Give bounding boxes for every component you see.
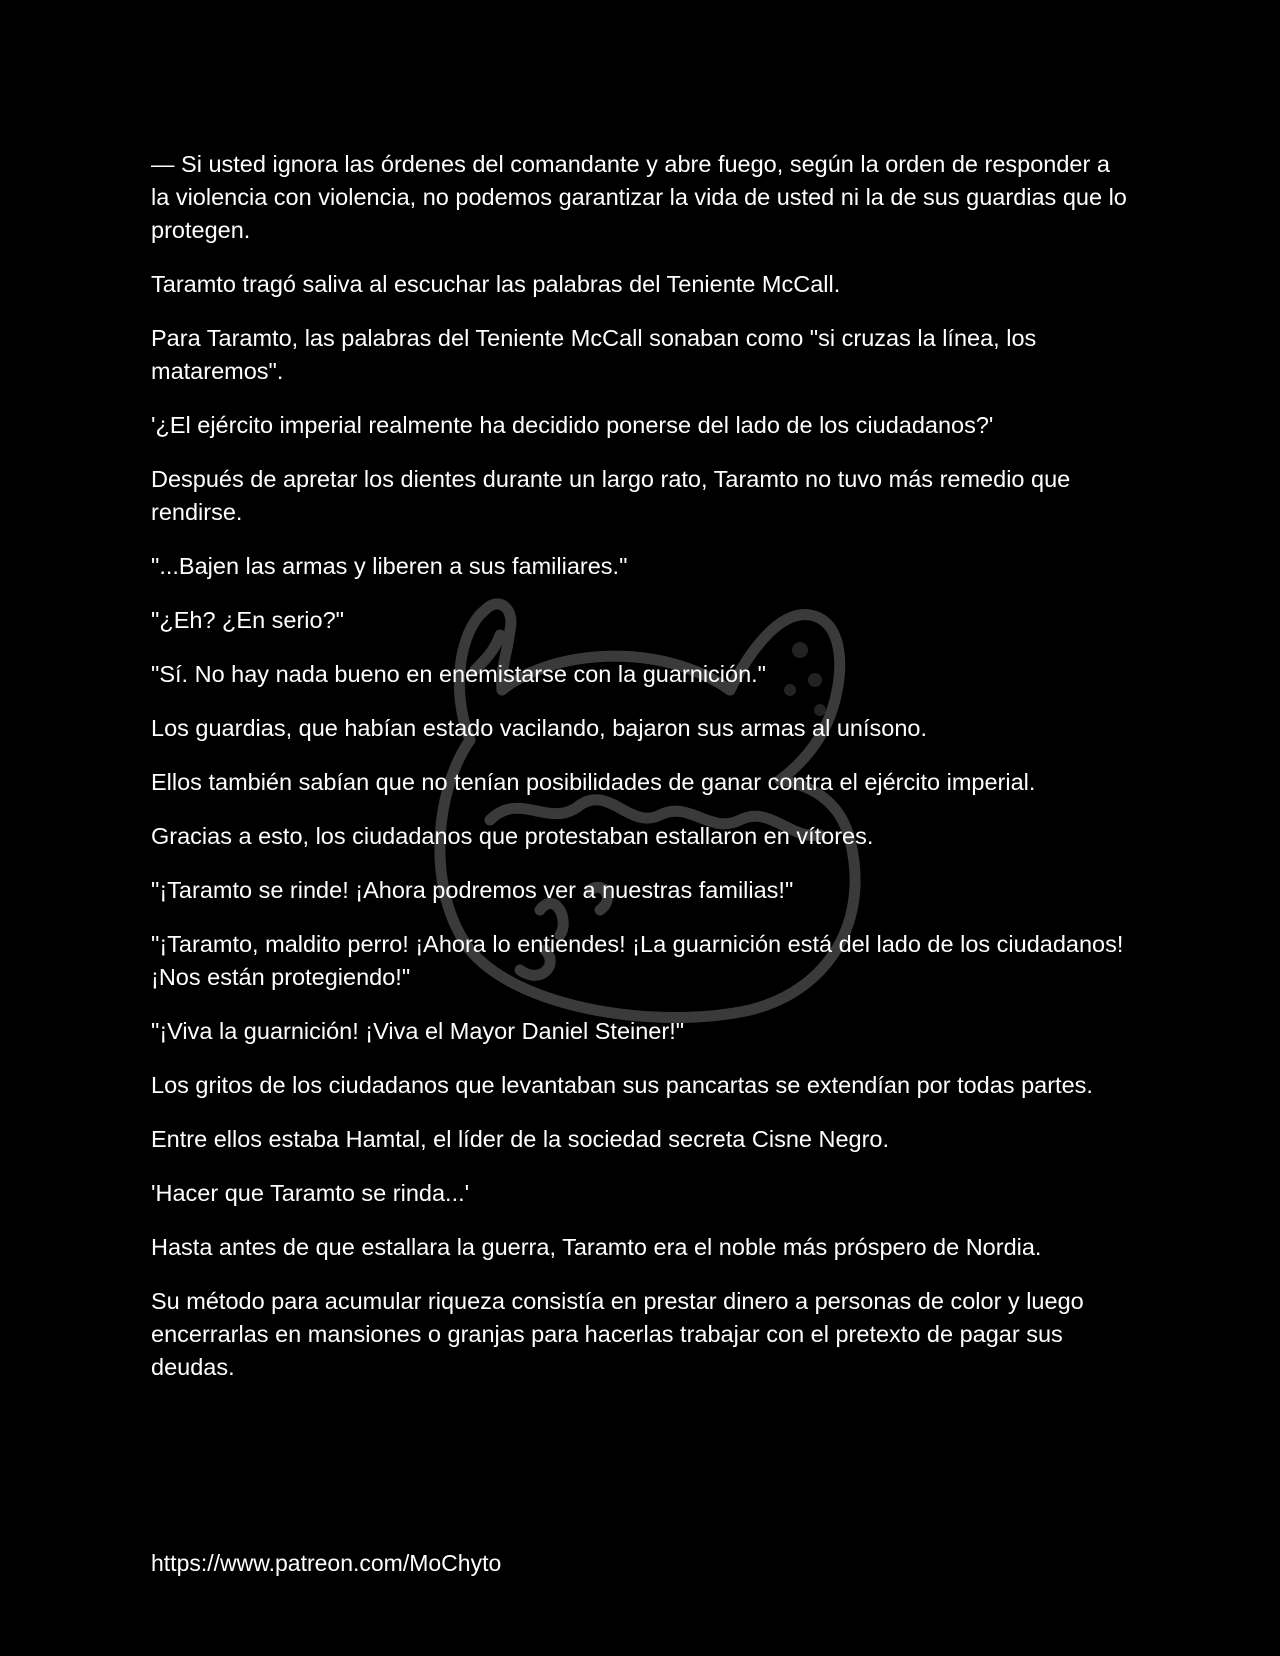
paragraph: '¿El ejército imperial realmente ha decidido ponerse del lado de los ciudadanos?' <box>151 412 994 438</box>
paragraph: Entre ellos estaba Hamtal, el líder de la sociedad secreta Cisne Negro. <box>151 1126 890 1152</box>
paragraph: "¡Viva la guarnición! ¡Viva el Mayor Daniel Steiner!" <box>151 1018 685 1044</box>
paragraph: Para Taramto, las palabras del Teniente McCall sonaban como "si cruzas la línea, los mataremos". <box>151 325 1037 384</box>
paragraph: Su método para acumular riqueza consistía en prestar dinero a personas de color y luego encerrarlas en mansiones o granjas para hacerlas trabajar con el pretexto de pagar sus deudas. <box>151 1288 1084 1380</box>
paragraph: Los gritos de los ciudadanos que levantaban sus pancartas se extendían por todas partes. <box>151 1072 1093 1098</box>
paragraph: Después de apretar los dientes durante un largo rato, Taramto no tuvo más remedio que rendirse. <box>151 466 1071 525</box>
document-body <box>151 148 1131 1405</box>
paragraph: Ellos también sabían que no tenían posibilidades de ganar contra el ejército imperial. <box>151 769 1036 795</box>
paragraph: 'Hacer que Taramto se rinda...' <box>151 1180 470 1206</box>
paragraph: "Sí. No hay nada bueno en enemistarse con la guarnición." <box>151 661 767 687</box>
paragraph: "¡Taramto se rinde! ¡Ahora podremos ver a nuestras familias!" <box>151 877 794 903</box>
patreon-link[interactable]: https://www.patreon.com/MoChyto <box>151 1550 502 1576</box>
paragraph: Los guardias, que habían estado vacilando, bajaron sus armas al unísono. <box>151 715 928 741</box>
paragraph: Taramto tragó saliva al escuchar las palabras del Teniente McCall. <box>151 271 841 297</box>
paragraph: Hasta antes de que estallara la guerra, Taramto era el noble más próspero de Nordia. <box>151 1234 1042 1260</box>
paragraph: "...Bajen las armas y liberen a sus familiares." <box>151 553 628 579</box>
paragraph: Gracias a esto, los ciudadanos que protestaban estallaron en vítores. <box>151 823 874 849</box>
paragraph: "¿Eh? ¿En serio?" <box>151 607 345 633</box>
paragraph: — Si usted ignora las órdenes del comandante y abre fuego, según la orden de responder a la violencia con violencia, no podemos garantizar la vida de usted ni la de sus guardias que lo protegen. <box>151 151 1127 243</box>
paragraph: "¡Taramto, maldito perro! ¡Ahora lo entiendes! ¡La guarnición está del lado de los ciudadanos! ¡Nos están protegiendo!" <box>151 931 1124 990</box>
